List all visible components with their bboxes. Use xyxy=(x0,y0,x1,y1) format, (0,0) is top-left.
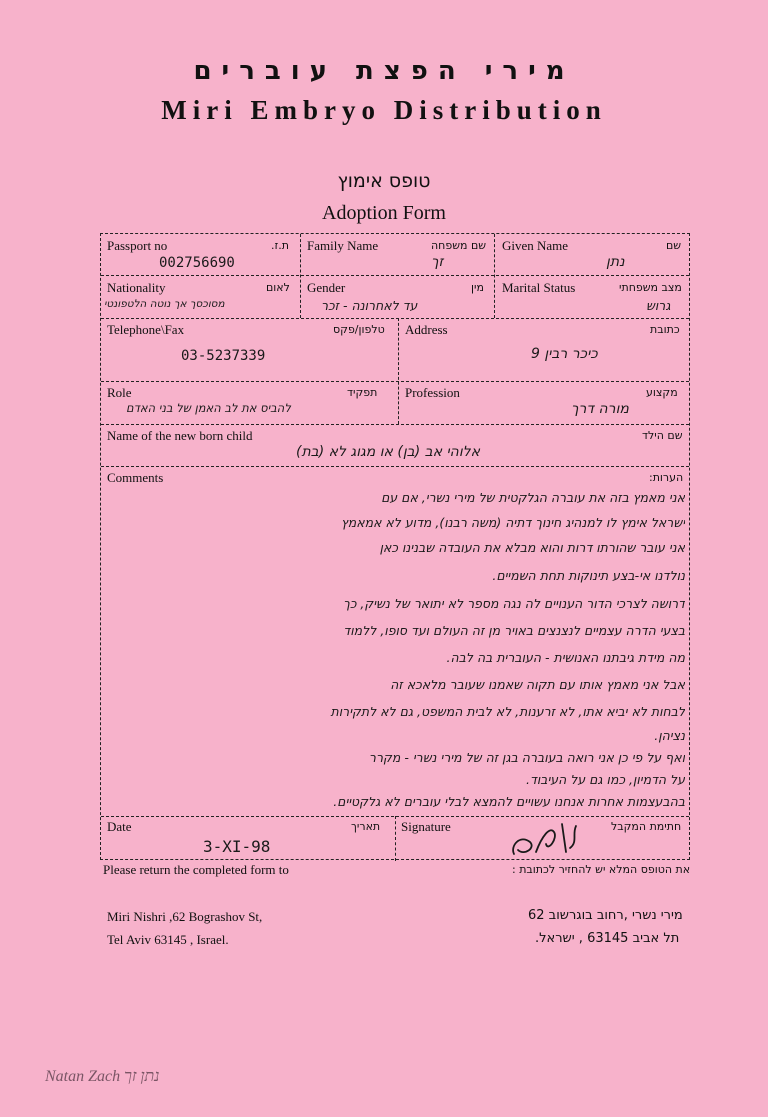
return-instruction: Please return the completed form to xyxy=(103,862,289,877)
gender-label-hebrew: מין xyxy=(471,281,484,294)
comments-label: Comments xyxy=(107,470,164,485)
telephone-label-hebrew: טלפון/פקס xyxy=(333,323,385,336)
marital-status-label: Marital Status xyxy=(502,280,576,295)
marital-status-label-hebrew: מצב משפחתי xyxy=(619,281,682,294)
address-line-1: Miri Nishri ,62 Bograshov St, xyxy=(107,909,263,924)
address-hebrew-line-2: תל אביב 63145 , ישראל. xyxy=(535,931,680,946)
family-name-label: Family Name xyxy=(307,238,379,253)
divider xyxy=(300,234,301,318)
comment-line: בצעי הדרה עצמיים לנצנצים באויר מן זה העולם ועד סופו, ללמוד xyxy=(343,623,685,638)
comment-line: נציהן. xyxy=(654,728,685,743)
comment-line: נולדנו אי-בצע תינוקות תחת השמיים. xyxy=(492,568,685,583)
child-name-label: Name of the new born child xyxy=(107,428,253,443)
comment-line: אני עובר שהורתו דרות והוא מבלא את העובדה שבנינו כאן xyxy=(379,540,685,555)
comments-label-hebrew: הערות: xyxy=(649,471,684,484)
gender-value[interactable]: עד לאחרונה - זכר xyxy=(321,298,418,313)
address-value[interactable]: כיכר רבין 9 xyxy=(531,346,598,362)
given-name-value[interactable]: נתן xyxy=(606,254,625,270)
divider xyxy=(494,234,495,318)
signature-mark[interactable] xyxy=(506,816,596,861)
role-value[interactable]: להביס את לב האמן של בני האדם xyxy=(126,401,291,415)
given-name-label-hebrew: שם xyxy=(666,239,682,252)
passport-label: Passport no xyxy=(107,238,168,253)
family-name-value[interactable]: זך xyxy=(431,254,444,270)
divider xyxy=(395,816,396,861)
role-label: Role xyxy=(107,385,132,400)
comment-line: על הדמיון, כמו גם על העיבוד. xyxy=(526,772,685,787)
nationality-value[interactable]: מסוכסך אך נוטה הלטפונטי xyxy=(104,298,225,310)
comment-line: מה מידת גיבתנו האנושית - העוברית בה לבה. xyxy=(446,650,685,665)
signature-label-hebrew: חתימת המקבל xyxy=(611,820,682,833)
return-instruction-hebrew: את הטופס המלא יש להחזיר לכתובת : xyxy=(512,863,691,876)
comment-line: דרושה לצרכי הדור הענויים לה נגה מספר לא יתואר של נשיק, כך xyxy=(343,596,685,611)
given-name-label: Given Name xyxy=(502,238,569,253)
hebrew-title: מירי הפצת עוברים xyxy=(193,56,575,86)
divider xyxy=(101,424,689,425)
comment-line: אבל אני מאמץ אותו עם תקוה שאמנו שעובר מלאכא זה xyxy=(390,677,685,692)
gender-label: Gender xyxy=(307,280,346,295)
address-hebrew-line-1: מירי נשרי ,רחוב בוגרשוב 62 xyxy=(528,908,683,923)
date-value[interactable]: 3-XI-98 xyxy=(203,837,271,856)
marital-status-value[interactable]: גרוש xyxy=(646,298,671,313)
profession-label-hebrew: מקצוע xyxy=(646,386,678,399)
address-label-hebrew: כתובת xyxy=(650,323,680,336)
author-signature: Natan Zach נתן זך xyxy=(45,1068,160,1085)
passport-value[interactable]: 002756690 xyxy=(159,255,235,271)
address-line-2: Tel Aviv 63145 , Israel. xyxy=(107,932,229,947)
address-label: Address xyxy=(405,322,448,337)
divider xyxy=(101,275,689,276)
form-title-hebrew: טופס אימוץ xyxy=(337,170,431,192)
comment-line: ישראל אימץ לו למנהיג חינוך דתיה (משה רבנו), מדוע לא אמאמץ xyxy=(341,515,685,530)
comment-line: ואף על פי כן אני רואה בעוברה בגן זה של מירי נשרי - מקרר xyxy=(368,750,685,765)
nationality-label-hebrew: לאום xyxy=(266,281,290,294)
comment-line: לבחות לא יביא אתו, לא זרענות, לא לבית המשפט, גם לא לתקירות xyxy=(330,704,685,719)
comment-line: אני מאמץ בזה את עוברה הגלקטית של מירי נשרי, אם עם xyxy=(381,490,685,505)
divider xyxy=(101,381,689,382)
child-name-value[interactable]: אלוהי אב (בן) או מגוג לא (בת) xyxy=(296,444,480,460)
telephone-label: Telephone\Fax xyxy=(107,322,185,337)
date-label: Date xyxy=(107,819,132,834)
divider xyxy=(101,318,689,319)
english-title: Miri Embryo Distribution xyxy=(161,95,607,125)
family-name-label-hebrew: שם משפחה xyxy=(431,239,487,252)
adoption-form xyxy=(100,233,690,860)
date-label-hebrew: תאריך xyxy=(351,820,381,833)
child-name-label-hebrew: שם הילד xyxy=(642,429,683,442)
divider xyxy=(101,466,689,467)
signature-label: Signature xyxy=(401,819,451,834)
divider xyxy=(398,318,399,424)
profession-value[interactable]: מורה דרך xyxy=(571,401,629,417)
role-label-hebrew: תפקיד xyxy=(347,386,378,399)
telephone-value[interactable]: 03-5237339 xyxy=(181,348,266,364)
passport-label-hebrew: ת.ז. xyxy=(271,239,290,252)
nationality-label: Nationality xyxy=(107,280,166,295)
comment-line: בהבעצמות אחרות אנחנו עשויים להמצא לבלי עוברים לא גלקטיים. xyxy=(333,794,685,809)
form-title-english: Adoption Form xyxy=(322,202,446,224)
profession-label: Profession xyxy=(405,385,460,400)
